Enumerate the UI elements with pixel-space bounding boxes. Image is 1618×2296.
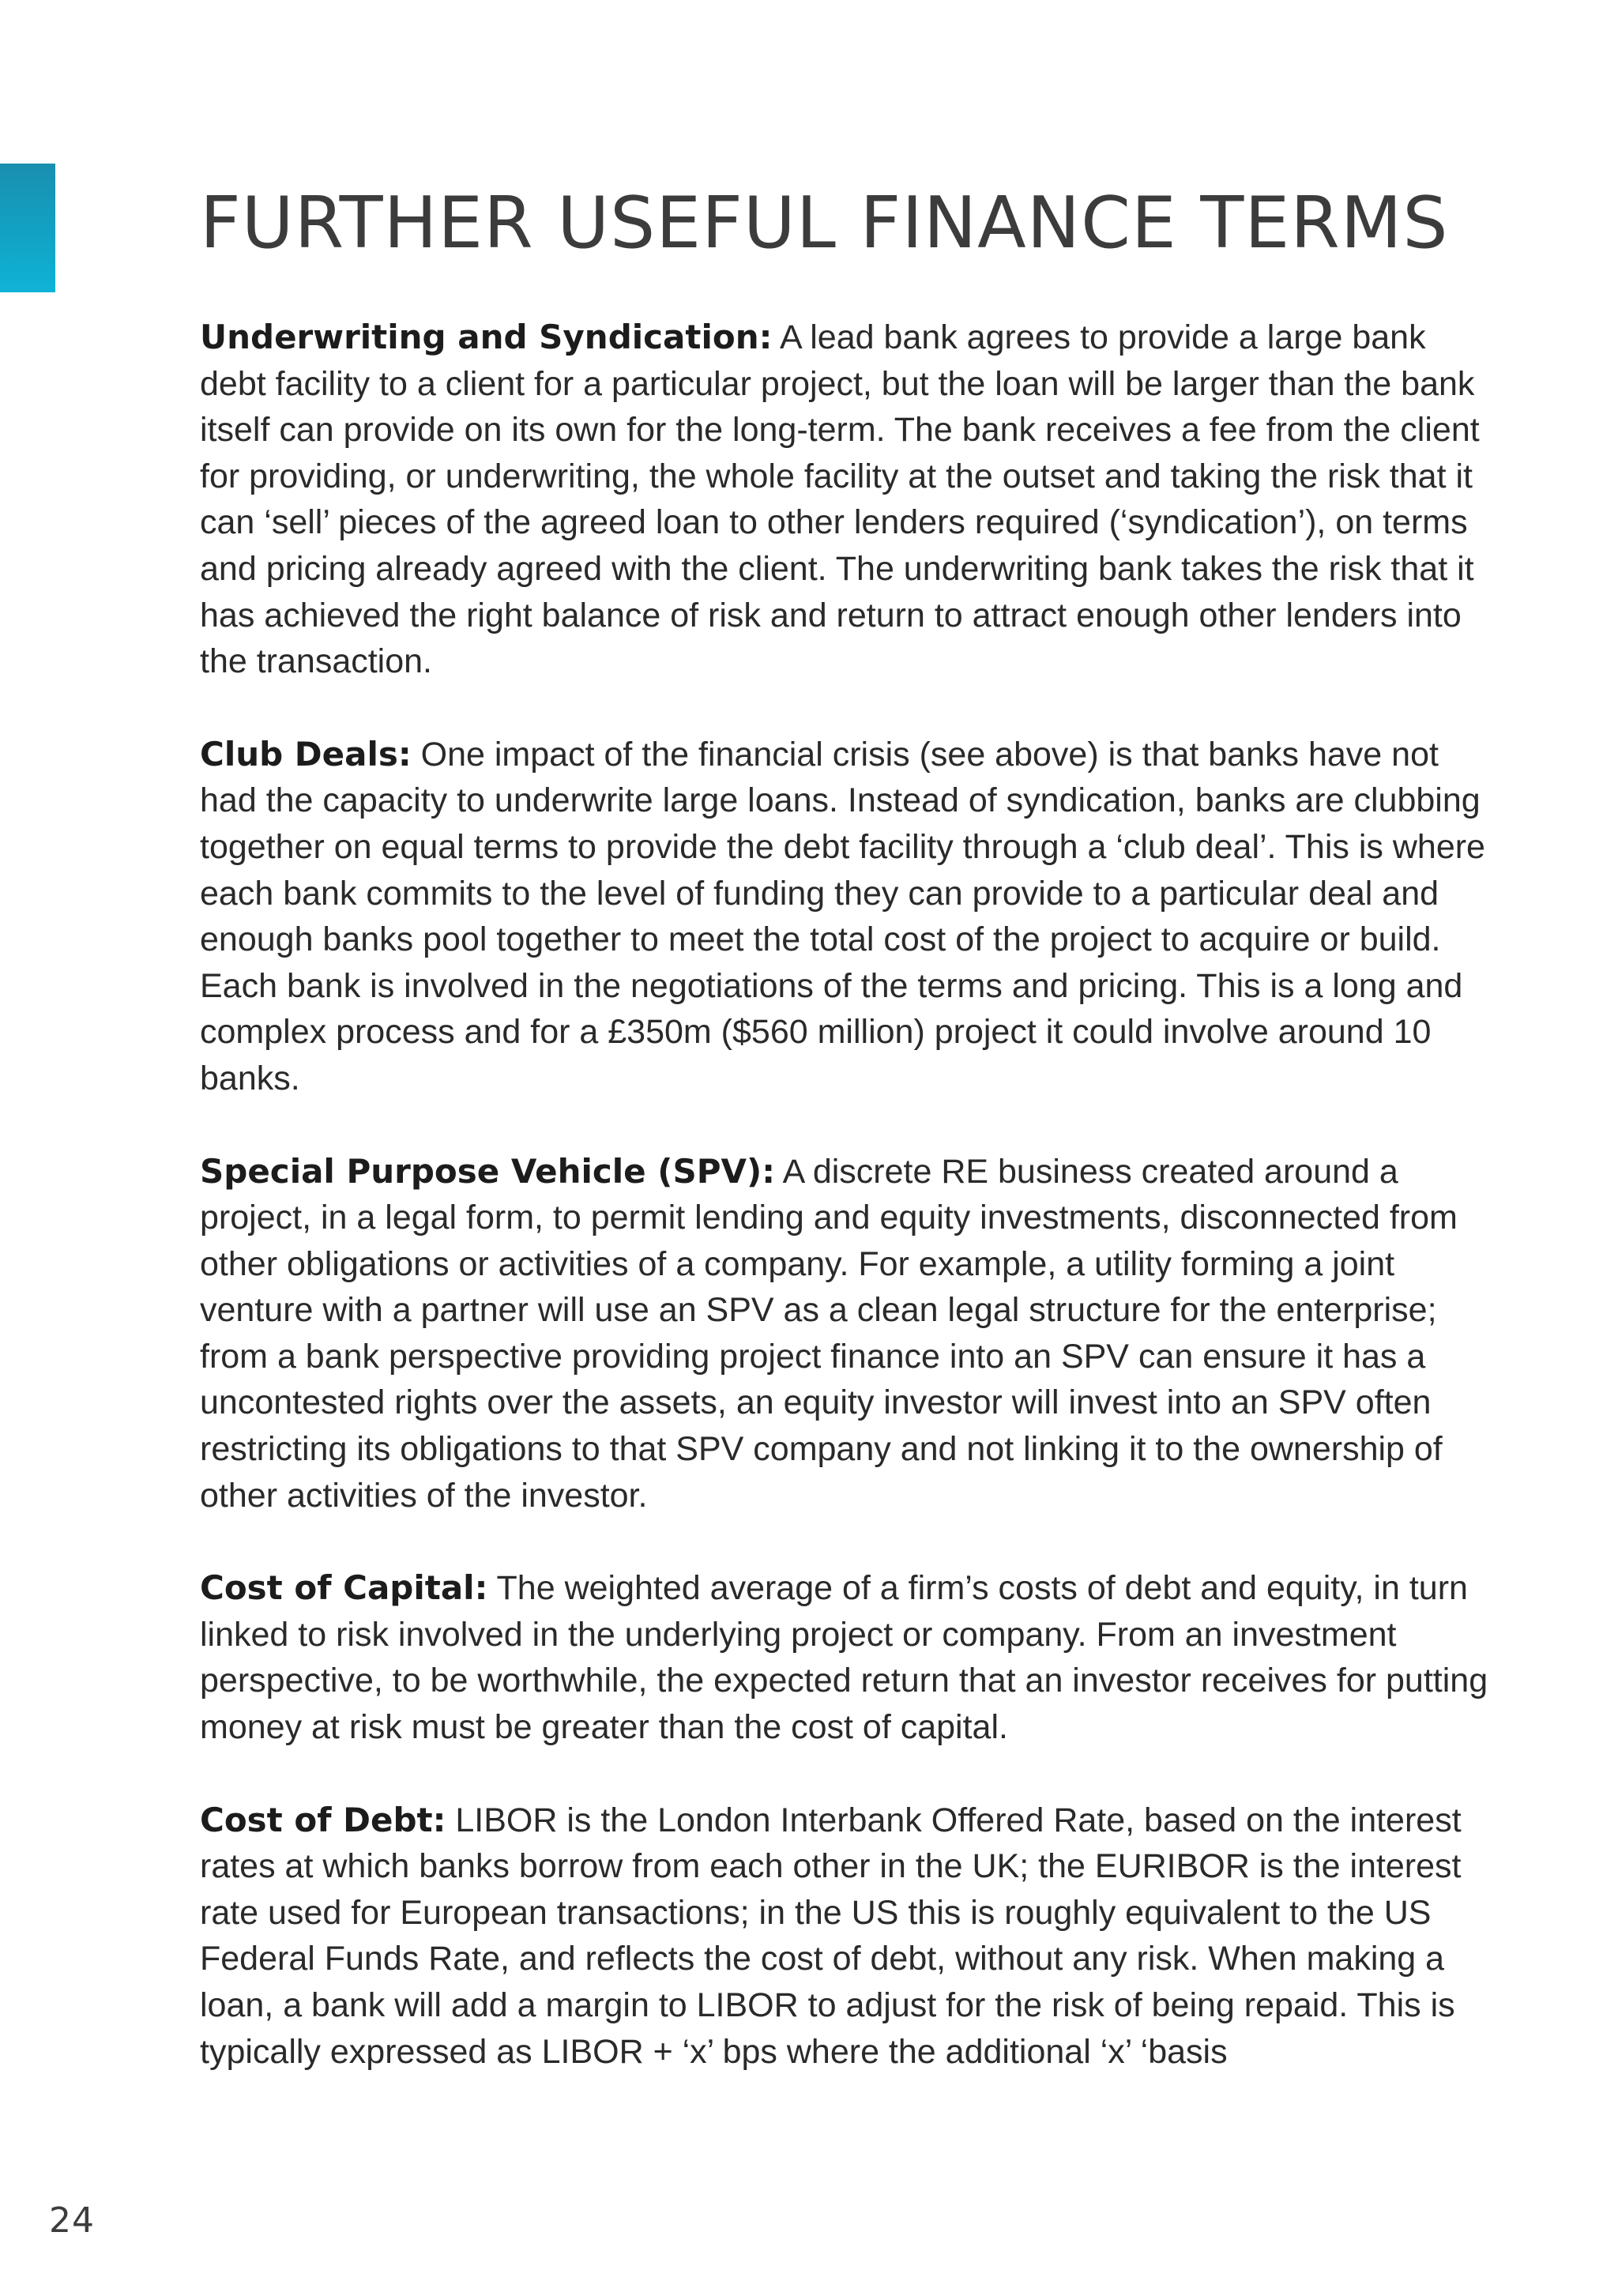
term-special-purpose-vehicle bbox=[200, 1149, 1496, 1519]
terms-list bbox=[200, 314, 1496, 2121]
term-name: Special Purpose Vehicle (SPV): bbox=[200, 1151, 775, 1191]
term-definition: The weighted average of a firm’s costs of debt and equity, in turn linked to risk involved in the underlying project or company. From an investment perspective, to be worthwhile, the expected return that an investor receives for putting money at risk must be greater than the cost of capital. bbox=[200, 1569, 1488, 1747]
term-definition: A lead bank agrees to provide a large bank debt facility to a client for a particular project, but the loan will be larger than the bank itself can provide on its own for the long-term. The bank receives a fee from the client for providing, or underwriting, the whole facility at the outset and taking the risk that it can ‘sell’ pieces of the agreed loan to other lenders required (‘syndication’), on terms and pricing already agreed with the client. The underwriting bank takes the risk that it has achieved the right balance of risk and return to attract enough other lenders into the transaction. bbox=[200, 318, 1480, 681]
page-title: FURTHER USEFUL FINANCE TERMS bbox=[200, 182, 1449, 265]
term-name: Cost of Capital: bbox=[200, 1568, 488, 1608]
term-club-deals bbox=[200, 732, 1496, 1102]
term-cost-of-debt bbox=[200, 1797, 1496, 2076]
term-definition: LIBOR is the London Interbank Offered Rate, based on the interest rates at which banks borrow from each other in the UK; the EURIBOR is the interest rate used for European transactions; in the US this is roughly equivalent to the US Federal Funds Rate, and reflects the cost of debt, without any risk. When making a loan, a bank will add a margin to LIBOR to adjust for the risk of being repaid. This is typically expressed as LIBOR + ‘x’ bps where the additional ‘x’ ‘basis bbox=[200, 1801, 1462, 2071]
term-underwriting-syndication bbox=[200, 314, 1496, 685]
term-name: Underwriting and Syndication: bbox=[200, 318, 773, 356]
term-cost-of-capital bbox=[200, 1565, 1496, 1750]
term-definition: One impact of the financial crisis (see above) is that banks have not had the capacity to underwrite large loans. Instead of syndication, banks are clubbing together on equal terms to provide the debt facility through a ‘club deal’. This is where each bank commits to the level of funding they can provide to a particular deal and enough banks pool together to meet the total cost of the project to acquire or build. Each bank is involved in the negotiations of the terms and pricing. This is a long and complex process and for a £350m ($560 million) project it could involve around 10 banks. bbox=[200, 735, 1485, 1097]
term-definition: A discrete RE business created around a project, in a legal form, to permit lending and equity investments, disconnected from other obligations or activities of a company. For example, a utility forming a joint venture with a partner will use an SPV as a clean legal structure for the enterprise; from a bank perspective providing project finance into an SPV can ensure it has a uncontested rights over the assets, an equity investor will invest into an SPV often restricting its obligations to that SPV company and not linking it to the ownership of other activities of the investor. bbox=[200, 1152, 1458, 1515]
term-name: Club Deals: bbox=[200, 734, 412, 773]
page-number: 24 bbox=[49, 2200, 95, 2241]
section-accent-bar bbox=[0, 164, 55, 292]
term-name: Cost of Debt: bbox=[200, 1800, 446, 1839]
